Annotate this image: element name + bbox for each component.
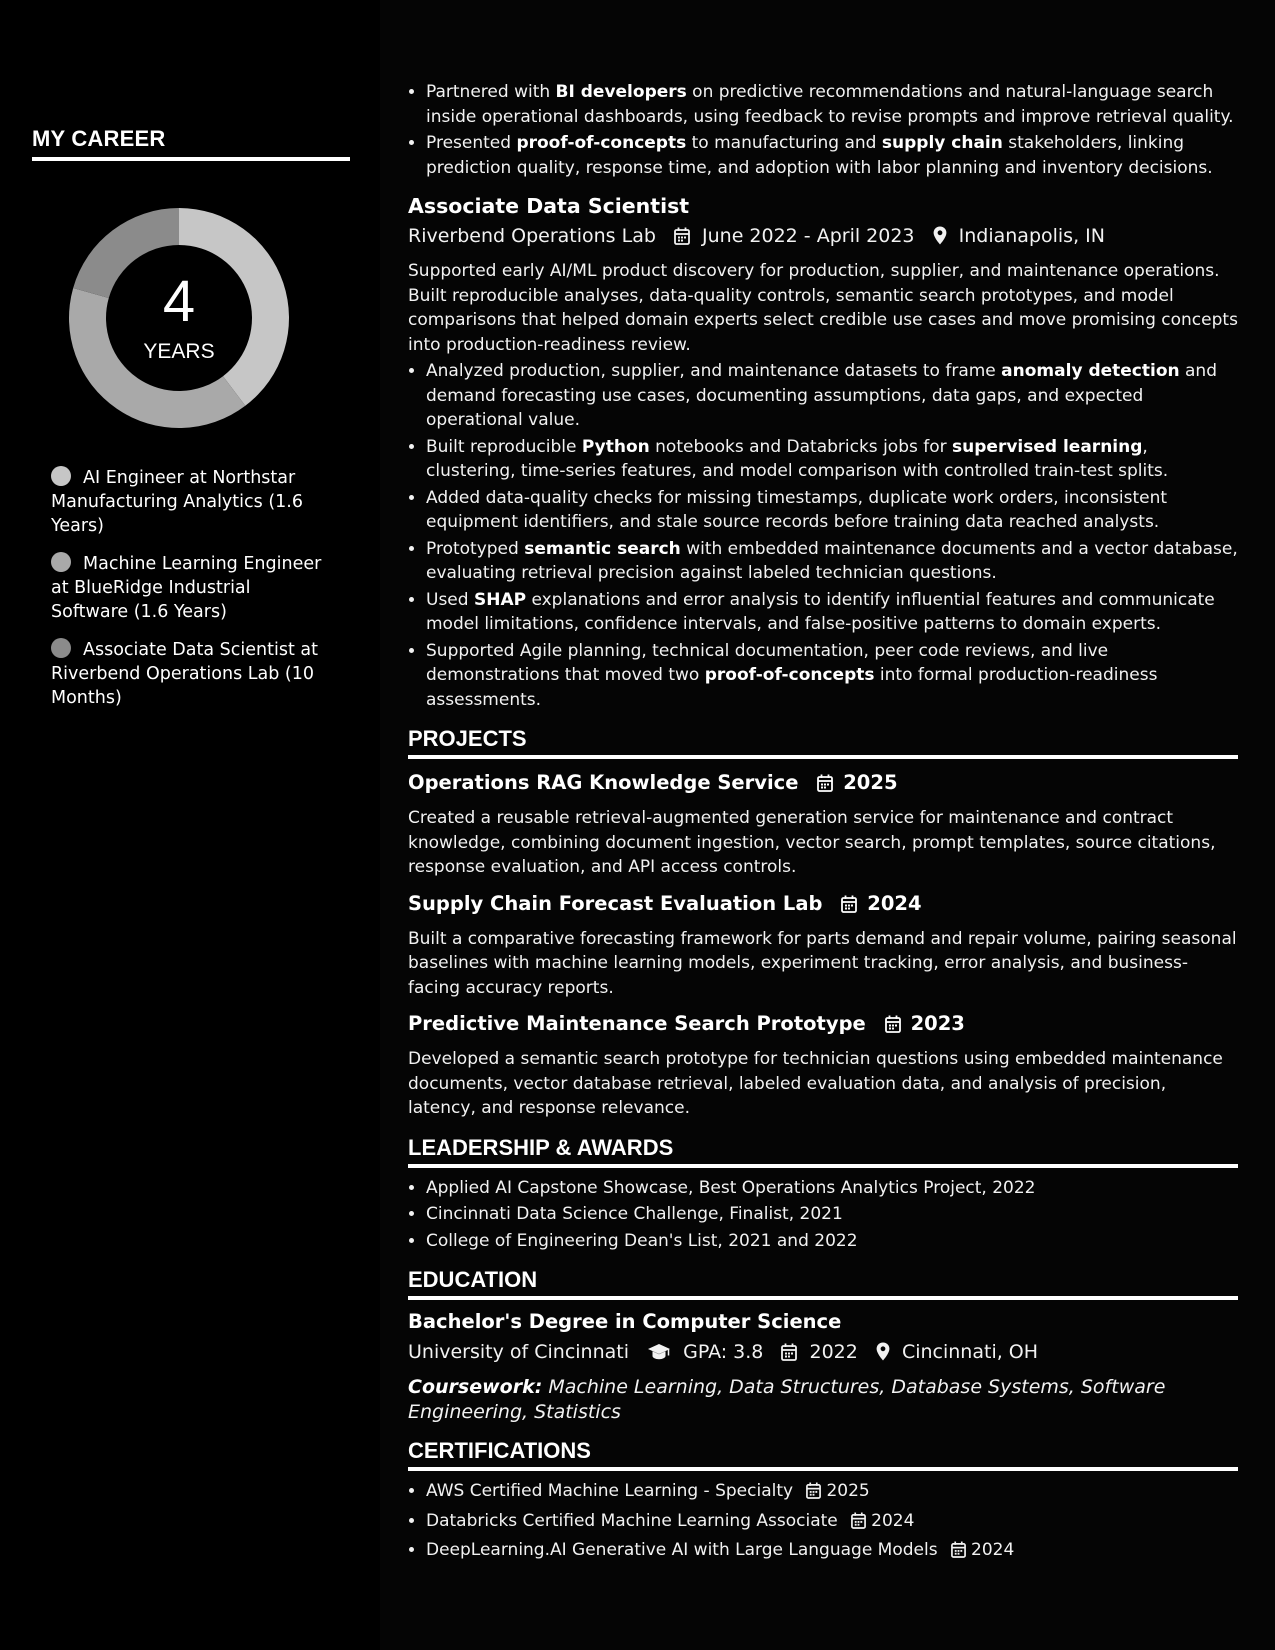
bullet-item (426, 639, 1238, 713)
job-company: Riverbend Operations Lab (408, 225, 656, 247)
graduation-cap-icon (647, 1341, 671, 1369)
bold-keyword: proof-of-concepts (516, 133, 687, 153)
main-content (408, 80, 1238, 1568)
calendar-icon (851, 1512, 866, 1537)
project-name: Predictive Maintenance Search Prototype (408, 1012, 866, 1035)
job-meta (408, 222, 1238, 253)
certification-year: 2024 (871, 1510, 915, 1531)
bold-keyword: BI developers (555, 82, 687, 102)
education-meta (408, 1338, 1238, 1369)
career-item-text: Associate Data Scientist at Riverbend Operations Lab (10 Months) (51, 640, 318, 708)
bullet-text: explanations and error analysis to identify influential features and communicate model limitations, confidence intervals, and false-positive patterns to domain experts. (426, 589, 1215, 634)
bullet-text: and demand forecasting use cases, documenting assumptions, data gaps, and expected operational value. (426, 361, 1217, 430)
bullet-item (426, 131, 1238, 180)
school-name: University of Cincinnati (408, 1341, 630, 1363)
calendar-icon (806, 1482, 821, 1507)
bold-keyword: supervised learning (952, 436, 1143, 457)
job-bullets (408, 359, 1238, 712)
bullet-text: Supported Agile planning, technical documentation, peer code reviews, and live demonstrations that moved two (426, 640, 1109, 685)
career-item (51, 638, 331, 710)
bullet-text: Built reproducible (426, 436, 582, 457)
school-location: Cincinnati, OH (901, 1341, 1039, 1363)
bullet-item (426, 80, 1238, 129)
project-year: 2023 (910, 1012, 965, 1035)
award-item: • Applied AI Capstone Showcase, Best Operations Analytics Project, 2022 (426, 1176, 1238, 1201)
calendar-icon (951, 1541, 966, 1566)
bullet-text: Partnered with (426, 82, 556, 102)
projects-section-title: PROJECTS (408, 726, 1238, 759)
awards-section-title: LEADERSHIP & AWARDS (408, 1135, 1238, 1168)
bullet-text: into formal production-readiness assessments. (426, 665, 1158, 710)
project-title (408, 1010, 1238, 1041)
bold-keyword: SHAP (473, 589, 527, 610)
project-title (408, 890, 1238, 921)
graduation-year: 2022 (809, 1341, 858, 1363)
award-item: • Cincinnati Data Science Challenge, Finalist, 2021 (426, 1202, 1238, 1227)
certification-item (426, 1479, 1238, 1507)
certification-name: AWS Certified Machine Learning - Specialty (426, 1481, 794, 1501)
project-title (408, 769, 1238, 800)
certification-year: 2025 (826, 1481, 870, 1501)
calendar-icon (817, 772, 833, 800)
calendar-icon (674, 225, 690, 253)
bullet-text: to manufacturing and (686, 133, 882, 153)
career-legend (51, 466, 331, 724)
career-item-text: AI Engineer at Northstar Manufacturing Analytics (1.6 Years) (51, 468, 303, 536)
awards-list (408, 1176, 1238, 1254)
project-description: Developed a semantic search prototype for technician questions using embedded maintenance documents, vector database retrieval, labeled evaluation data, and analysis of precision, latency, and response relevance. (408, 1049, 1223, 1118)
award-item: • College of Engineering Dean's List, 2021 and 2022 (426, 1229, 1238, 1254)
job-location: Indianapolis, IN (958, 225, 1105, 247)
certification-item (426, 1509, 1238, 1537)
coursework-label: Coursework: (408, 1376, 543, 1398)
project-description: Created a reusable retrieval-augmented generation service for maintenance and contract knowledge, combining document ingestion, vector search, prompt templates, source citations, response evaluation, and API access controls. (408, 808, 1216, 877)
career-donut-chart (66, 205, 292, 431)
project-year: 2024 (867, 891, 922, 915)
bullet-text: Added data-quality checks for missing timestamps, duplicate work orders, inconsistent equipment identifiers, and stale source records before training data reached analysts. (426, 487, 1168, 532)
bullet-text: on predictive recommendations and natural-language search inside operational dashboards, using feedback to revise prompts and improve retrieval quality. (426, 82, 1234, 127)
career-item (51, 466, 331, 538)
bullet-item (426, 588, 1238, 637)
bullet-item (426, 537, 1238, 586)
bold-keyword: anomaly detection (1001, 361, 1180, 381)
bullet-item (426, 359, 1238, 433)
gpa: GPA: 3.8 (683, 1341, 764, 1363)
location-pin-icon (933, 225, 947, 253)
coursework-list: Machine Learning, Data Structures, Database Systems, Software Engineering, Statistics (408, 1376, 1166, 1423)
career-item-text: Machine Learning Engineer at BlueRidge Industrial Software (1.6 Years) (51, 554, 322, 622)
bullet-text: , clustering, time-series features, and model comparison with controlled train-test splits. (426, 436, 1169, 481)
legend-dot-icon (51, 638, 71, 658)
donut-total-unit: YEARS (143, 340, 215, 363)
bullet-text: Prototyped (426, 538, 525, 559)
bullet-text: Presented (426, 133, 517, 153)
legend-dot-icon (51, 466, 71, 486)
project-year: 2025 (843, 771, 898, 794)
job-dates: June 2022 - April 2023 (702, 225, 915, 247)
calendar-icon (885, 1013, 901, 1041)
donut-total-number: 4 (162, 269, 196, 334)
project-name: Operations RAG Knowledge Service (408, 771, 799, 794)
bold-keyword: supply chain (881, 133, 1003, 153)
project-description: Built a comparative forecasting framework for parts demand and repair volume, pairing seasonal baselines with machine learning models, experiment tracking, error analysis, and business-facing accuracy reports. (408, 928, 1237, 998)
main-column (380, 0, 1275, 1650)
job-summary: Supported early AI/ML product discovery for production, supplier, and maintenance operations. Built reproducible analyses, data-quality controls, semantic search prototypes, and model comparisons that helped domain experts select credible use cases and move promising concepts into production-readiness review. (408, 261, 1238, 355)
education-section-title: EDUCATION (408, 1267, 1238, 1300)
bullet-item (426, 435, 1238, 484)
sidebar (0, 0, 380, 1650)
bullet-item (426, 486, 1238, 535)
bullet-text: with embedded maintenance documents and a vector database, evaluating retrieval precision against labeled technician questions. (426, 538, 1238, 583)
career-section-title: MY CAREER (32, 126, 350, 161)
bullet-text: Analyzed production, supplier, and maintenance datasets to frame (426, 361, 1002, 381)
certification-name: DeepLearning.AI Generative AI with Large Language Models (426, 1540, 938, 1560)
location-pin-icon (876, 1341, 890, 1369)
bold-keyword: proof-of-concepts (704, 665, 875, 685)
bullet-text: notebooks and Databricks jobs for (649, 436, 953, 457)
certifications-list (408, 1479, 1238, 1566)
calendar-icon (781, 1341, 797, 1369)
bullet-text: stakeholders, linking prediction quality, response time, and adoption with labor planning and inventory decisions. (426, 133, 1213, 178)
bold-keyword: Python (581, 436, 650, 457)
career-item (51, 552, 331, 624)
degree-title: Bachelor's Degree in Computer Science (408, 1310, 842, 1333)
legend-dot-icon (51, 552, 71, 572)
coursework (408, 1375, 1238, 1424)
certification-item (426, 1538, 1238, 1566)
calendar-icon (841, 893, 857, 921)
certifications-section-title: CERTIFICATIONS (408, 1438, 1238, 1471)
certification-name: Databricks Certified Machine Learning Associate (426, 1510, 838, 1531)
previous-job-bullets (408, 80, 1238, 180)
project-name: Supply Chain Forecast Evaluation Lab (408, 891, 823, 915)
certification-year: 2024 (971, 1540, 1015, 1560)
bold-keyword: semantic search (524, 538, 681, 559)
job-title: Associate Data Scientist (408, 194, 690, 218)
bullet-text: Used (426, 589, 474, 610)
